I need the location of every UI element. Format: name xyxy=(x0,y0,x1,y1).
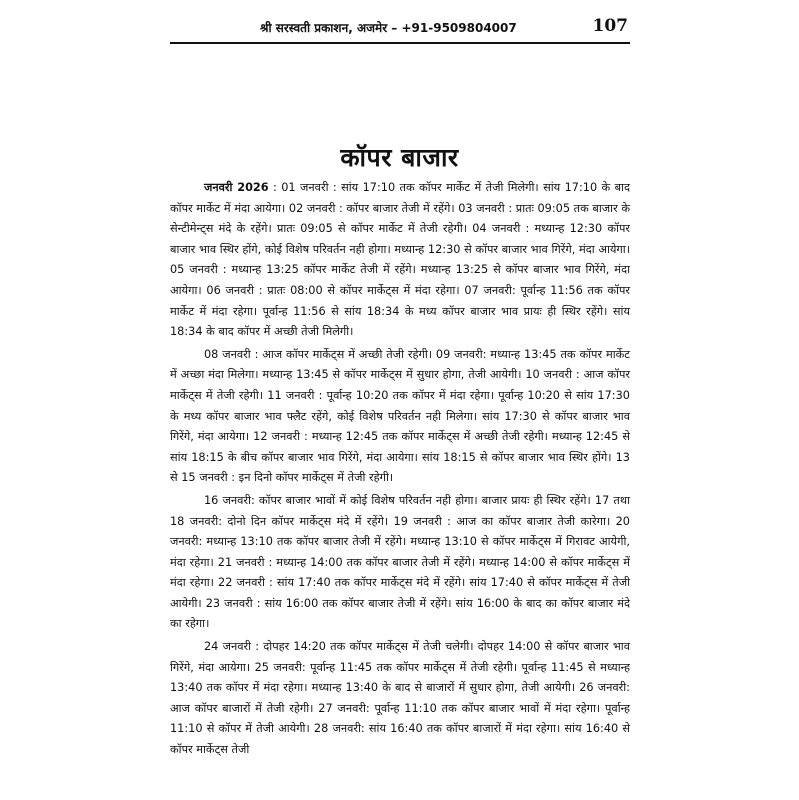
paragraph xyxy=(170,345,630,489)
paragraph-lead: जनवरी 2026 xyxy=(204,181,269,194)
paragraph-text: 24 जनवरी : दोपहर 14:20 तक कॉपर मार्केट्स में तेजी चलेगी। दोपहर 14:00 से कॉपर बाजार भाव गिरेंगे, मंदा आयेगा। 25 जनवरी: पूर्वान्ह 11:45 तक कॉपर मार्केट्स में तेजी रहेगी। पूर्वान्ह 11:45 से मध्यान्ह 13:40 तक कॉपर में मंदा रहेगा। मध्यान्ह 13:40 के बाद से बाजारों में सुधार होगा, तेजी आयेगी। 26 जनवरी: आज कॉपर बाजारों में तेजी रहेगी। 27 जनवरी: पूर्वान्ह 11:10 तक कॉपर बाजार भावों में मंदा रहेगा। पूर्वान्ह 11:10 से कॉपर में तेजी आयेगी। 28 जनवरी: सांय 16:40 तक कॉपर बाजारों में मंदा रहेगा। सांय 16:40 से कॉपर मार्केट्स तेजी xyxy=(170,640,630,757)
paragraph-text: 08 जनवरी : आज कॉपर मार्केट्स में अच्छी तेजी रहेगी। 09 जनवरी: मध्यान्ह 13:45 तक कॉपर मार्केट में अच्छा मंदा मिलेगा। मध्यान्ह 13:45 से कॉपर मार्केट्स में सुधार होगा, तेजी आयेगी। 10 जनवरी : आज कॉपर मार्केट्स में तेजी रहेगी। 11 जनवरी : पूर्वान्ह 10:20 तक कॉपर में मंदा रहेगा। पूर्वान्ह 10:20 से सांय 17:30 के मध्य कॉपर बाजार भाव फ्लैट रहेंगे, कोई विशेष परिवर्तन नही मिलेगा। सांय 17:30 से कॉपर बाजार भाव गिरेंगे, मंदा आयेगा। 12 जनवरी : मध्यान्ह 12:45 तक कॉपर मार्केट्स में अच्छी तेजी रहेगी। मध्यान्ह 12:45 से सांय 18:15 के बीच कॉपर बाजार भाव गिरेंगे, मंदा आयेगा। सांय 18:15 से कॉपर बाजार भाव स्थिर होंगे। 13 से 15 जनवरी : इन दिनो कॉपर मार्केट्स में तेजी रहेगी। xyxy=(170,347,630,485)
paragraph xyxy=(170,637,630,761)
paragraph-text: 16 जनवरी: कॉपर बाजार भावों में कोई विशेष परिवर्तन नही होगा। बाजार प्रायः ही स्थिर रहेंगे। 17 तथा 18 जनवरी: दोनो दिन कॉपर मार्केट्स मंदे में रहेंगे। 19 जनवरी : आज का कॉपर बाजार तेजी कारेगा। 20 जनवरी: मध्यान्ह 13:10 तक कॉपर बाजार तेजी में रहेंगे। मध्यान्ह 13:10 से कॉपर मार्केट्स में गिरावट आयेगी, मंदा रहेगा। 21 जनवरी : मध्यान्ह 14:00 तक कॉपर बाजार तेजी में रहेंगे। मध्यान्ह 14:00 से कॉपर मार्केट्स में मंदा रहेगा। 22 जनवरी : सांय 17:40 तक कॉपर मार्केट्स मंदे में रहेंगे। सांय 17:40 से कॉपर मार्केट्स में तेजी आयेगी। 23 जनवरी : सांय 16:00 तक कॉपर बाजार तेजी में रहेंगे। सांय 16:00 के बाद का कॉपर बाजार मंदे का रहेगा। xyxy=(170,493,630,631)
page-number: 107 xyxy=(592,16,628,36)
paragraph xyxy=(170,491,630,635)
running-header xyxy=(170,10,630,44)
publisher-info: श्री सरस्वती प्रकाशन, अजमेर – +91-9509804007 xyxy=(260,21,517,35)
article-body xyxy=(170,178,630,763)
page-title: कॉपर बाजार xyxy=(340,143,459,172)
paragraph-text: : 01 जनवरी : सांय 17:10 तक कॉपर मार्केट में तेजी मिलेगी। सांय 17:10 के बाद कॉपर मार्केट में मंदा आयेगा। 02 जनवरी : कॉपर बाजार तेजी में रहेंगे। 03 जनवरी : प्रातः 09:05 तक बाजार के सेन्टीमेन्ट्स मंदे के रहेंगे। प्रातः 09:05 से कॉपर मार्केट में तेजी रहेगी। 04 जनवरी : मध्यान्ह 12:30 कॉपर बाजार भाव स्थिर होंगे, कोई विशेष परिवर्तन नही होगा। मध्यान्ह 12:30 से कॉपर बाजार भाव गिरेंगे, मंदा आयेगा। 05 जनवरी : मध्यान्ह 13:25 कॉपर मार्केट तेजी में रहेंगे। मध्यान्ह 13:25 से कॉपर बाजार भाव गिरेंगे, मंदा आयेगा। 06 जनवरी : प्रातः 08:00 से कॉपर मार्केट्स में मंदा रहेगा। 07 जनवरी: पूर्वान्ह 11:56 तक कॉपर मार्केट में मंदा रहेगा। पूर्वान्ह 11:56 से सांय 18:34 के मध्य कॉपर बाजार भाव प्रायः ही स्थिर रहेंगे। सांय 18:34 के बाद कॉपर में अच्छी तेजी मिलेगी। xyxy=(170,181,630,339)
paragraph xyxy=(170,178,630,343)
